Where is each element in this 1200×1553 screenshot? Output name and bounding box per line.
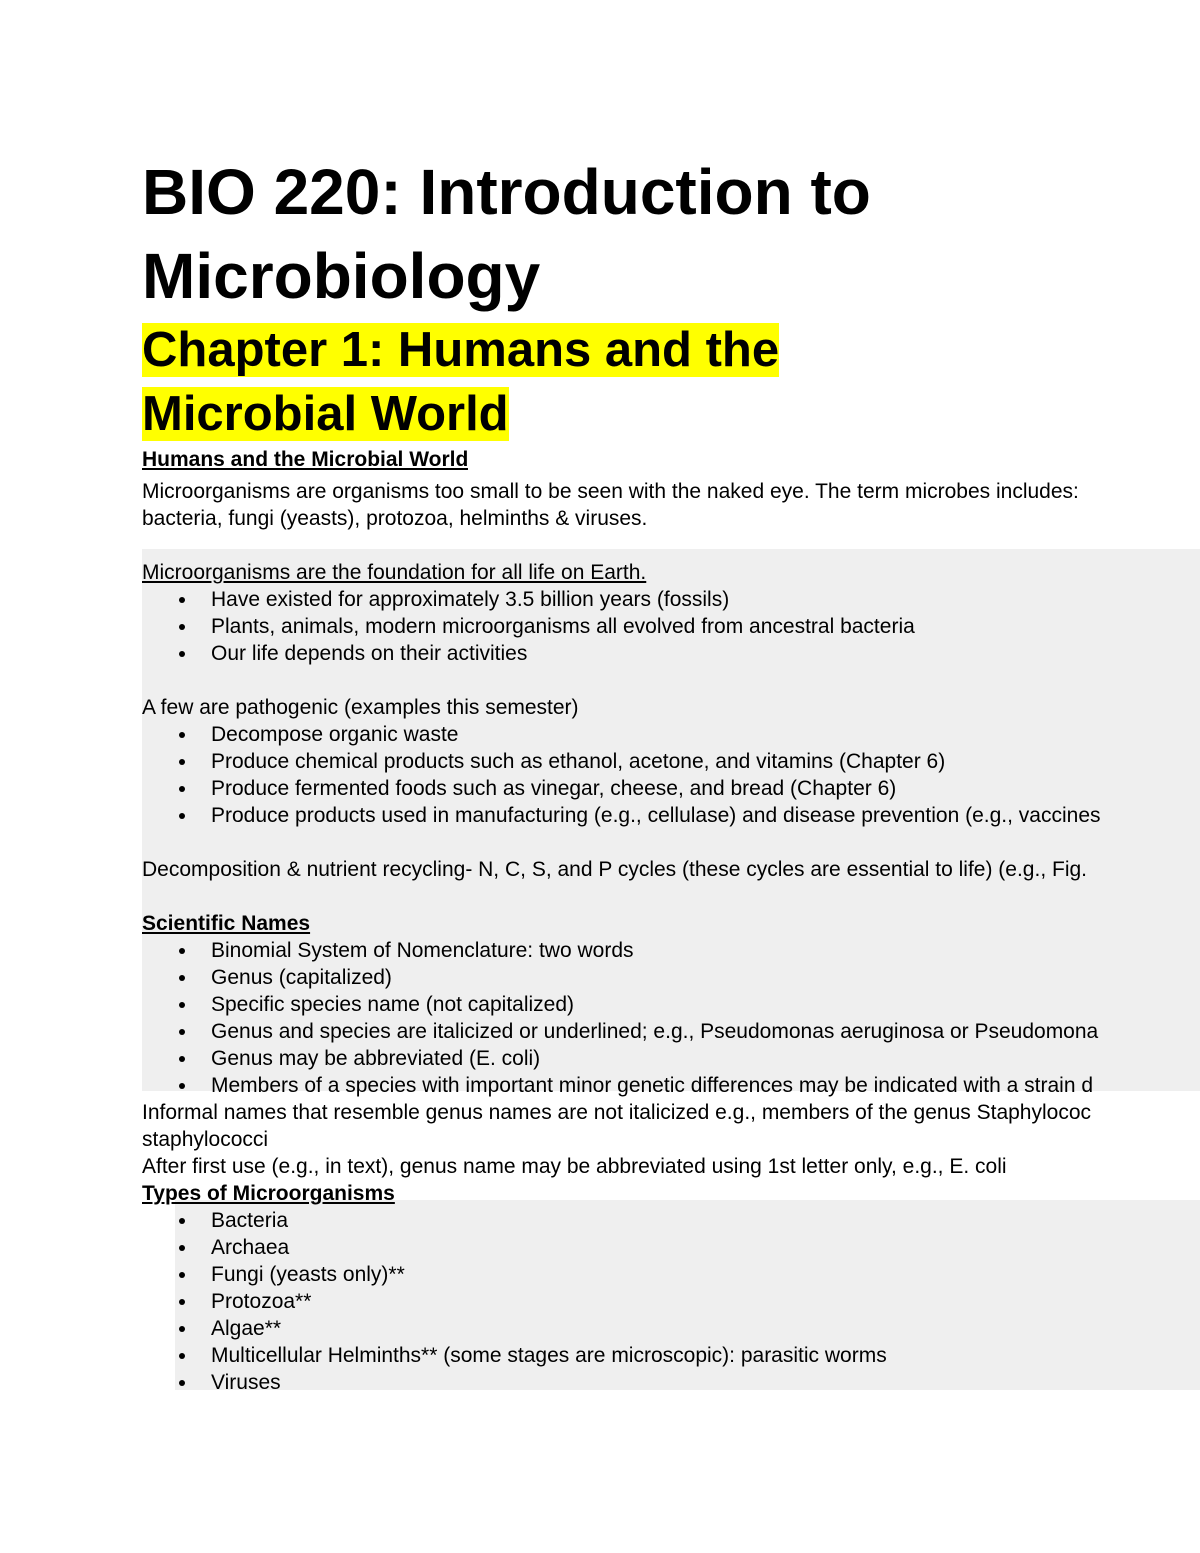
document-title: BIO 220: Introduction to Microbiology xyxy=(142,156,871,312)
list-item: Fungi (yeasts only)** xyxy=(142,1261,1200,1288)
chapter-title: Chapter 1: Humans and the Microbial World xyxy=(142,323,780,441)
list-item: Viruses xyxy=(142,1369,1200,1396)
pathogenic-heading: A few are pathogenic (examples this semester) xyxy=(142,696,579,719)
list-item: Plants, animals, modern microorganisms all evolved from ancestral bacteria xyxy=(142,613,1200,640)
list-item: Produce fermented foods such as vinegar, cheese, and bread (Chapter 6) xyxy=(142,775,1200,802)
intro-heading: Humans and the Microbial World xyxy=(142,448,469,471)
document-page xyxy=(142,150,1200,1396)
informal-text-1: Informal names that resemble genus names are not italicized e.g., members of the genus Staphylococ xyxy=(142,1101,1091,1124)
scientific-heading: Scientific Names xyxy=(142,912,311,935)
spacer xyxy=(142,532,1200,559)
list-item: Bacteria xyxy=(142,1207,1200,1234)
list-item: Genus and species are italicized or underlined; e.g., Pseudomonas aeruginosa or Pseudomona xyxy=(142,1018,1200,1045)
informal-text-2: staphylococci xyxy=(142,1128,269,1151)
list-item: Specific species name (not capitalized) xyxy=(142,991,1200,1018)
spacer xyxy=(142,667,1200,694)
foundation-heading: Microorganisms are the foundation for all life on Earth. xyxy=(142,561,647,584)
list-item: Genus (capitalized) xyxy=(142,964,1200,991)
list-item: Binomial System of Nomenclature: two words xyxy=(142,937,1200,964)
decomposition-text: Decomposition & nutrient recycling- N, C, S, and P cycles (these cycles are essential to life) (e.g., Fig. xyxy=(142,858,1087,881)
list-item: Produce chemical products such as ethanol, acetone, and vitamins (Chapter 6) xyxy=(142,748,1200,775)
pathogenic-list xyxy=(142,721,1200,829)
list-item: Archaea xyxy=(142,1234,1200,1261)
list-item: Multicellular Helminths** (some stages are microscopic): parasitic worms xyxy=(142,1342,1200,1369)
types-list xyxy=(142,1207,1200,1396)
list-item: Algae** xyxy=(142,1315,1200,1342)
list-item: Genus may be abbreviated (E. coli) xyxy=(142,1045,1200,1072)
first-use-text: After first use (e.g., in text), genus name may be abbreviated using 1st letter only, e.g., E. coli xyxy=(142,1155,1007,1178)
list-item: Produce products used in manufacturing (e.g., cellulase) and disease prevention (e.g., vaccines xyxy=(142,802,1200,829)
list-item: Members of a species with important minor genetic differences may be indicated with a strain d xyxy=(142,1072,1200,1099)
intro-text-1: Microorganisms are organisms too small to be seen with the naked eye. The term microbes includes: xyxy=(142,480,1079,503)
spacer xyxy=(142,883,1200,910)
intro-text-2: bacteria, fungi (yeasts), protozoa, helminths & viruses. xyxy=(142,507,648,530)
types-heading: Types of Microorganisms xyxy=(142,1182,395,1205)
list-item: Decompose organic waste xyxy=(142,721,1200,748)
list-item: Our life depends on their activities xyxy=(142,640,1200,667)
list-item: Protozoa** xyxy=(142,1288,1200,1315)
list-item: Have existed for approximately 3.5 billion years (fossils) xyxy=(142,586,1200,613)
foundation-list xyxy=(142,586,1200,667)
spacer xyxy=(142,829,1200,856)
scientific-list xyxy=(142,937,1200,1099)
